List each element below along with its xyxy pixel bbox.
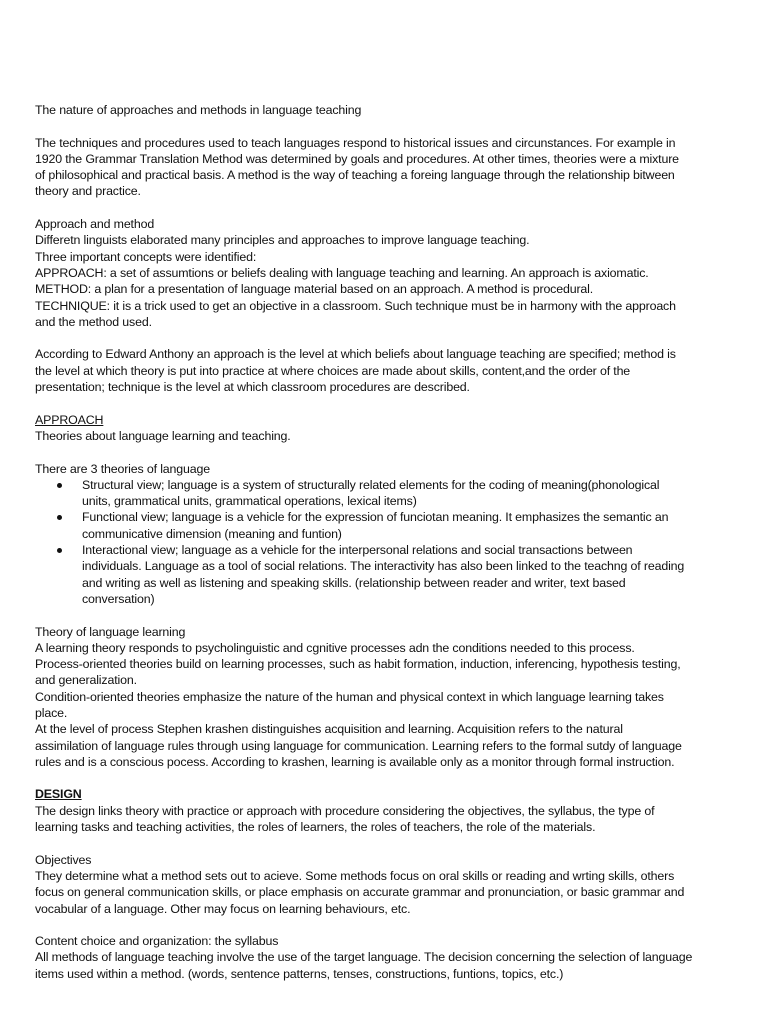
- paragraph-line: presentation; technique is the level at which classroom procedures are described.: [35, 380, 470, 395]
- paragraph-line: learning tasks and teaching activities, the roles of learners, the roles of teachers, the role of the materials.: [35, 820, 596, 835]
- bullet-icon: [57, 483, 62, 488]
- section-line: At the level of process Stephen krashen distinguishes acquisition and learning. Acquisition refers to the natural: [35, 722, 623, 737]
- list-item-line: communicative dimension (meaning and funtion): [82, 526, 342, 541]
- section-line: vocabular of a language. Other may focus on learning behaviours, etc.: [35, 901, 411, 916]
- spacer: [35, 200, 747, 216]
- spacer: [35, 770, 747, 786]
- section-line: items used within a method. (words, sentence patterns, tenses, constructions, funtions, topics, etc.): [35, 966, 564, 981]
- bullet-icon: [57, 515, 62, 520]
- spacer: [35, 395, 747, 411]
- section-line: They determine what a method sets out to acieve. Some methods focus on oral skills or reading and wrting skills, others: [35, 868, 675, 883]
- paragraph-line: the level at which theory is put into practice at where choices are made about skills, content,and the order of the: [35, 363, 631, 378]
- section-heading: Objectives: [35, 852, 92, 867]
- intro-line: The techniques and procedures used to teach languages respond to historical issues and circunstances. For example in: [35, 135, 676, 150]
- spacer: [35, 330, 747, 346]
- list-item-line: Interactional view; language as a vehicle for the interpersonal relations and social transactions between: [82, 543, 633, 558]
- paragraph-line: The design links theory with practice or approach with procedure considering the objectives, the syllabus, the type of: [35, 803, 655, 818]
- approach-method-section: [35, 216, 747, 330]
- spacer: [35, 835, 747, 851]
- spacer: [35, 607, 747, 623]
- learning-section: [35, 624, 747, 771]
- document-page: [35, 102, 747, 982]
- list-item-line: conversation): [82, 591, 155, 606]
- list-item-line: Functional view; language is a vehicle for the expression of funciotan meaning. It emphasizes the semantic an: [82, 510, 669, 525]
- list-item-line: individuals. Language as a tool of social relations. The interactivity has also been linked to the teachng of reading: [82, 559, 685, 574]
- section-line: All methods of language teaching involve the use of the target language. The decision concerning the selection of language: [35, 950, 693, 965]
- spacer: [35, 118, 747, 134]
- section-heading: Theory of language learning: [35, 624, 186, 639]
- document-title: The nature of approaches and methods in language teaching: [35, 103, 362, 117]
- syllabus-section: [35, 933, 747, 982]
- paragraph-line: According to Edward Anthony an approach is the level at which beliefs about language teaching are specified; method is: [35, 347, 676, 362]
- spacer: [35, 444, 747, 460]
- anthony-paragraph: [35, 346, 747, 395]
- list-item-line: units, grammatical units, grammatical operations, lexical items): [82, 494, 417, 509]
- list-item: [35, 542, 747, 607]
- section-line: APPROACH: a set of assumtions or beliefs dealing with language teaching and learning. An approach is axiomatic.: [35, 265, 649, 280]
- design-heading: DESIGN: [35, 787, 82, 802]
- list-item: [35, 509, 747, 542]
- approach-subheading: Theories about language learning and teaching.: [35, 428, 291, 443]
- list-item-line: Structural view; language is a system of structurally related elements for the coding of meaning(phonological: [82, 477, 660, 492]
- section-line: place.: [35, 705, 68, 720]
- intro-paragraph: [35, 135, 747, 200]
- section-heading: Content choice and organization: the syllabus: [35, 934, 279, 949]
- section-line: METHOD: a plan for a presentation of language material based on an approach. A method is procedural.: [35, 282, 594, 297]
- section-line: A learning theory responds to psycholinguistic and cgnitive processes adn the conditions needed to this process.: [35, 640, 635, 655]
- section-line: Process-oriented theories build on learning processes, such as habit formation, induction, inferencing, hypothesis testing,: [35, 657, 681, 672]
- intro-line: of philosophical and practical basis. A method is the way of teaching a foreing language through the relationship bitween: [35, 168, 675, 183]
- section-line: rules and is a conscious pocess. According to krashen, learning is available only as a monitor through formal instruction.: [35, 754, 675, 769]
- section-heading: Approach and method: [35, 217, 155, 232]
- section-line: Differetn linguists elaborated many principles and approaches to improve language teaching.: [35, 233, 530, 248]
- section-line: and the method used.: [35, 314, 152, 329]
- section-line: focus on general communication skills, or place emphasis on accurate grammar and pronunciation, or basic grammar and: [35, 885, 685, 900]
- design-paragraph: [35, 803, 747, 836]
- theories-intro: There are 3 theories of language: [35, 461, 210, 476]
- intro-line: theory and practice.: [35, 184, 141, 199]
- bullet-icon: [57, 548, 62, 553]
- list-item: [35, 477, 747, 510]
- theories-list: [35, 477, 747, 607]
- section-line: Condition-oriented theories emphasize the nature of the human and physical context in which language learning takes: [35, 689, 664, 704]
- list-item-line: and writing as well as listening and speaking skills. (relationship between reader and writer, text based: [82, 575, 626, 590]
- section-line: and generalization.: [35, 673, 137, 688]
- section-line: TECHNIQUE: it is a trick used to get an objective in a classroom. Such technique must be in harmony with the approach: [35, 298, 676, 313]
- section-line: assimilation of language rules through using language for communication. Learning refers to the formal sutdy of language: [35, 738, 682, 753]
- spacer: [35, 917, 747, 933]
- approach-heading: APPROACH: [35, 412, 104, 427]
- section-line: Three important concepts were identified:: [35, 249, 257, 264]
- objectives-section: [35, 852, 747, 917]
- intro-line: 1920 the Grammar Translation Method was determined by goals and procedures. At other times, theories were a mixture: [35, 151, 679, 166]
